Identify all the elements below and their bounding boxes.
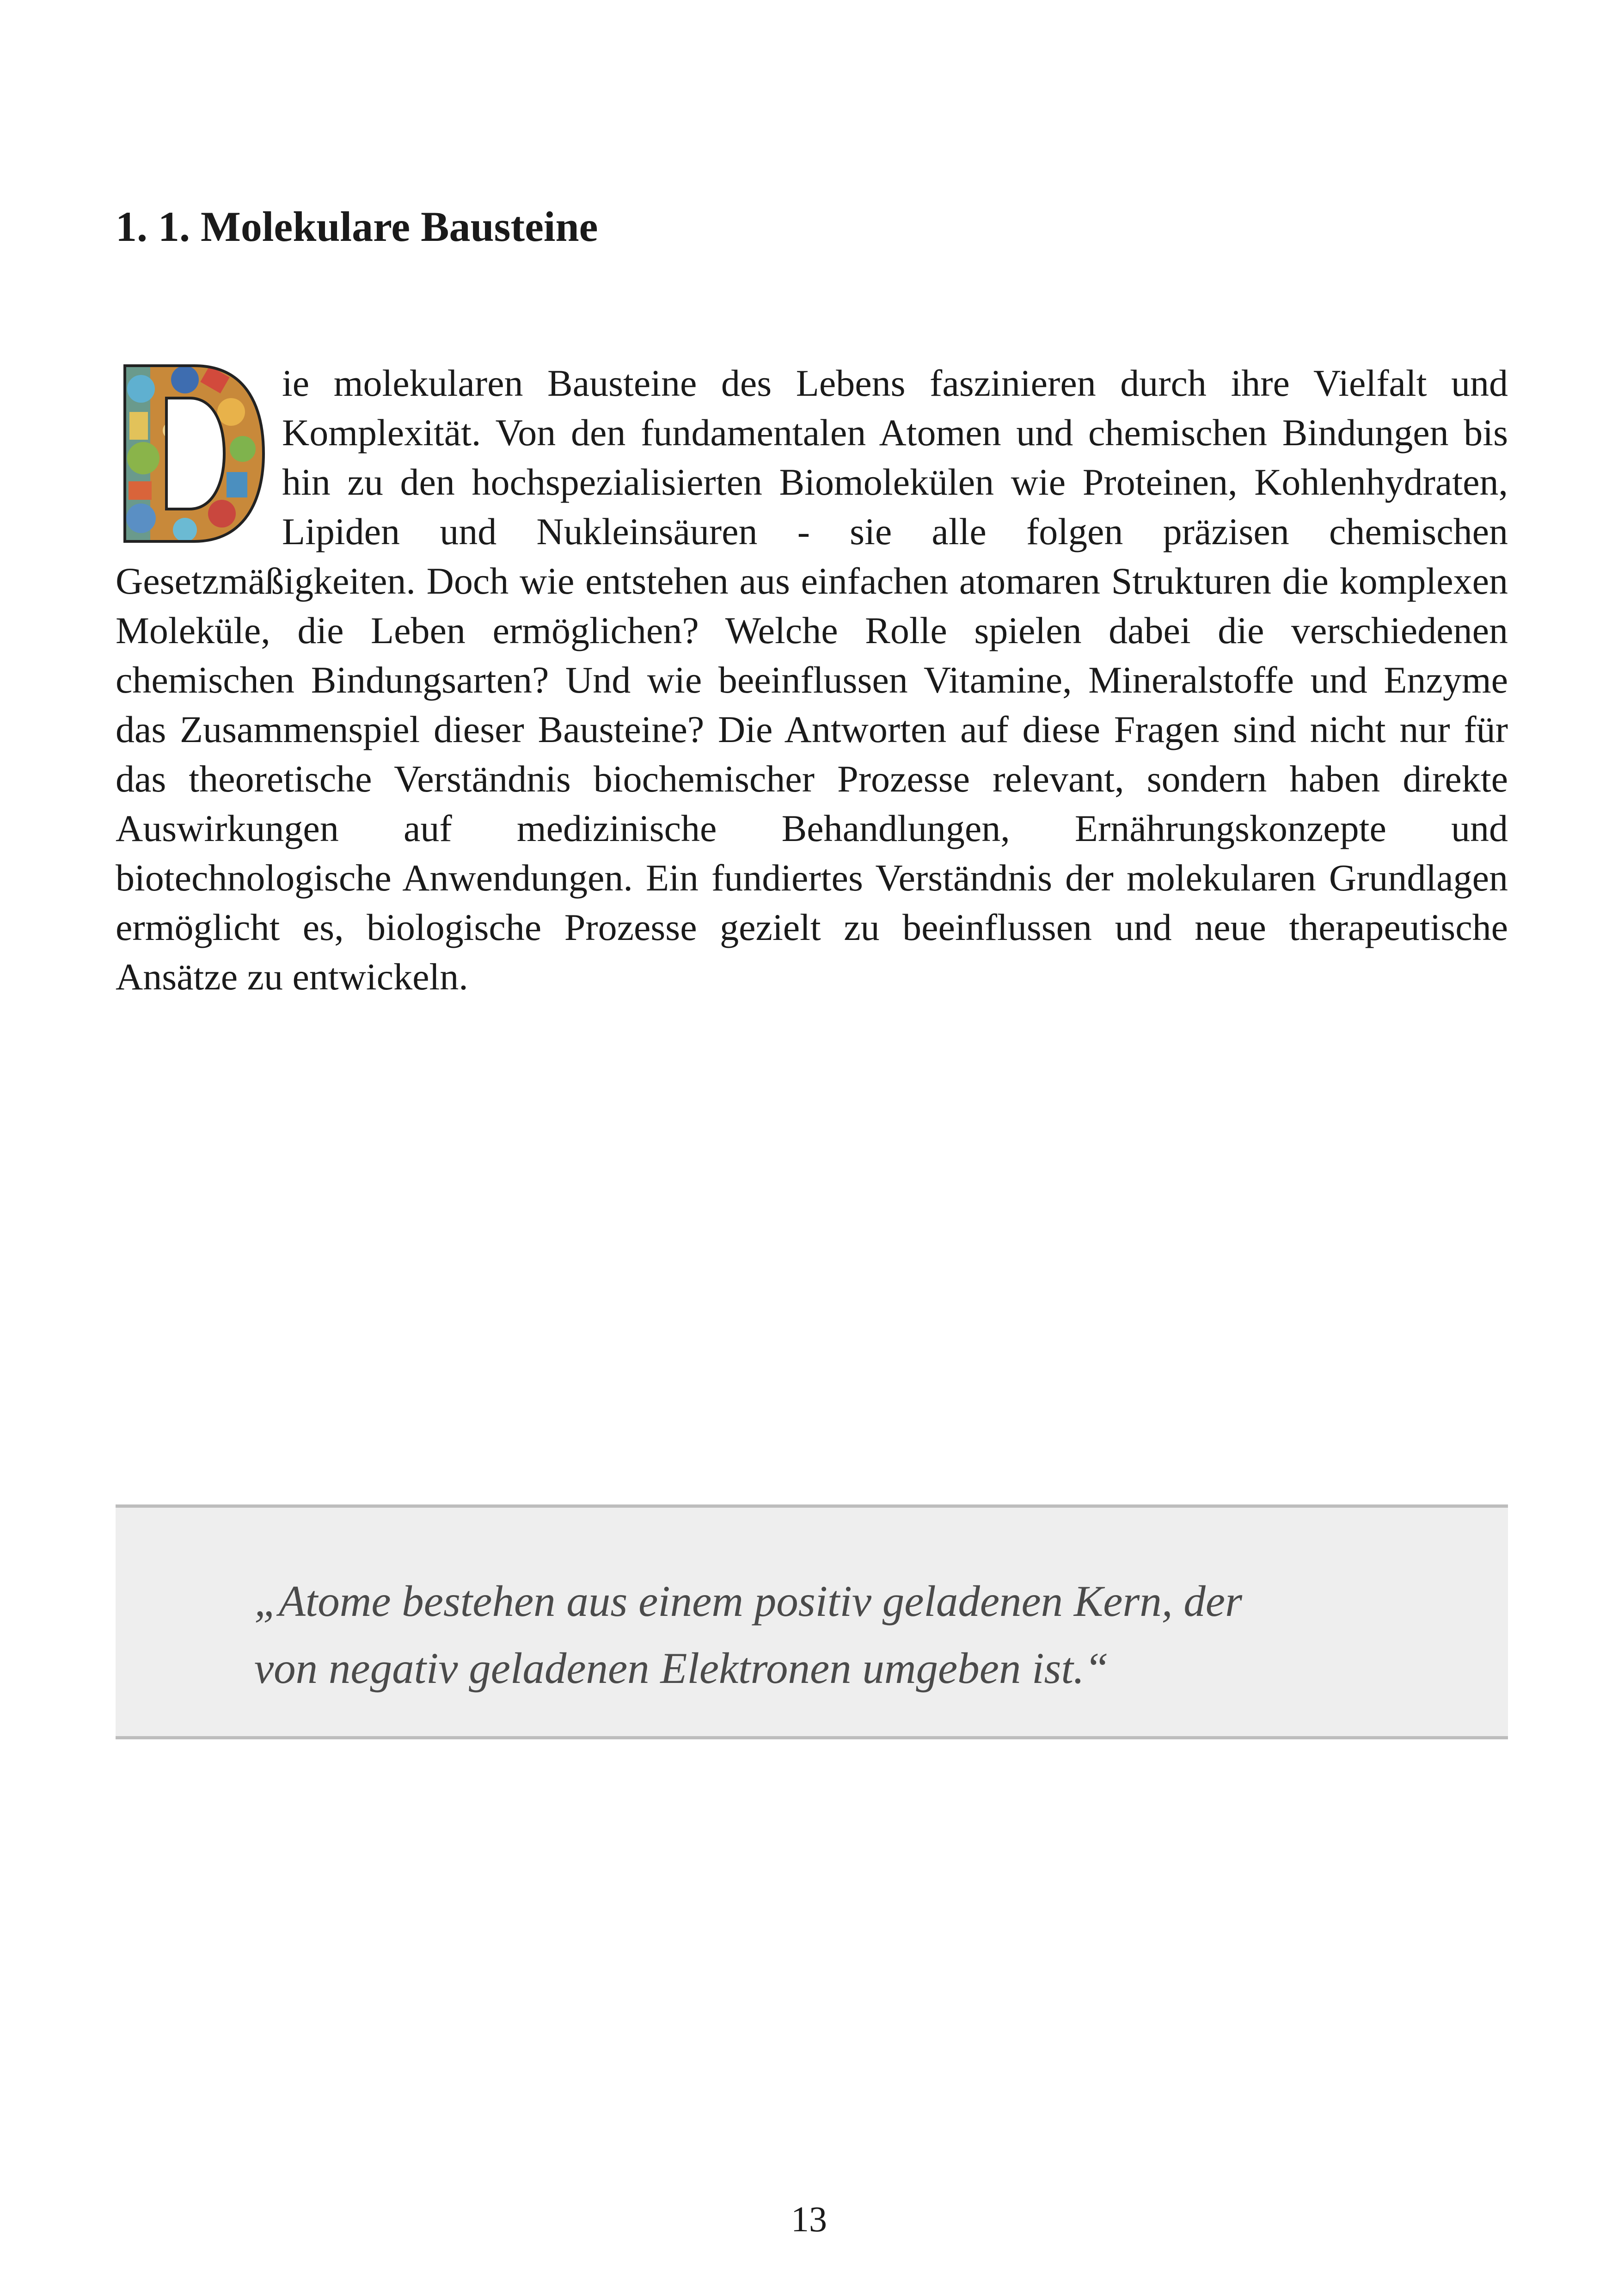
quote-line-1: „Atome bestehen aus einem positiv geladenen Kern, der xyxy=(254,1577,1243,1626)
quote-line-2: von negativ geladenen Elektronen umgeben ist.“ xyxy=(254,1644,1109,1693)
page-number: 13 xyxy=(791,2199,827,2239)
body-paragraph-text: ie molekularen Bausteine des Lebens faszinieren durch ihre Vielfalt und Komplexität. Von den fundamentalen Atomen und chemischen Bindungen bis hin zu den hochspezialisierten Biomolekülen wie Proteinen, Kohlenhydraten, Lipiden und Nukleinsäuren - sie alle folgen präzisen chemischen Gesetzmäßigkeiten. Doch wie entstehen aus einfachen atomaren Strukturen die komplexen Moleküle, die Leben ermöglichen? Welche Rolle spielen dabei die verschiedenen chemischen Bindungsarten? Und wie beeinflussen Vitamine, Mineralstoffe und Enzyme das Zusammenspiel dieser Bausteine? Die Antworten auf diese Fragen sind nicht nur für das theoretische Verständnis biochemischer Prozesse relevant, sondern haben direkte Auswirkungen auf medizinische Behandlungen, Ernährungskonzepte und biotechnologische Anwendungen. Ein fundiertes Verständnis der molekularen Grundlagen ermöglicht es, biologische Prozesse gezielt zu beeinflussen und neue therapeutische Ansätze zu entwickeln. xyxy=(116,362,1508,998)
quote-box xyxy=(116,1504,1508,1739)
section-heading: 1. 1. Molekulare Bausteine xyxy=(116,203,598,250)
illustrated-letter-d-icon xyxy=(116,361,268,546)
body-paragraph xyxy=(116,358,1508,1001)
quote-text xyxy=(254,1568,1364,1702)
